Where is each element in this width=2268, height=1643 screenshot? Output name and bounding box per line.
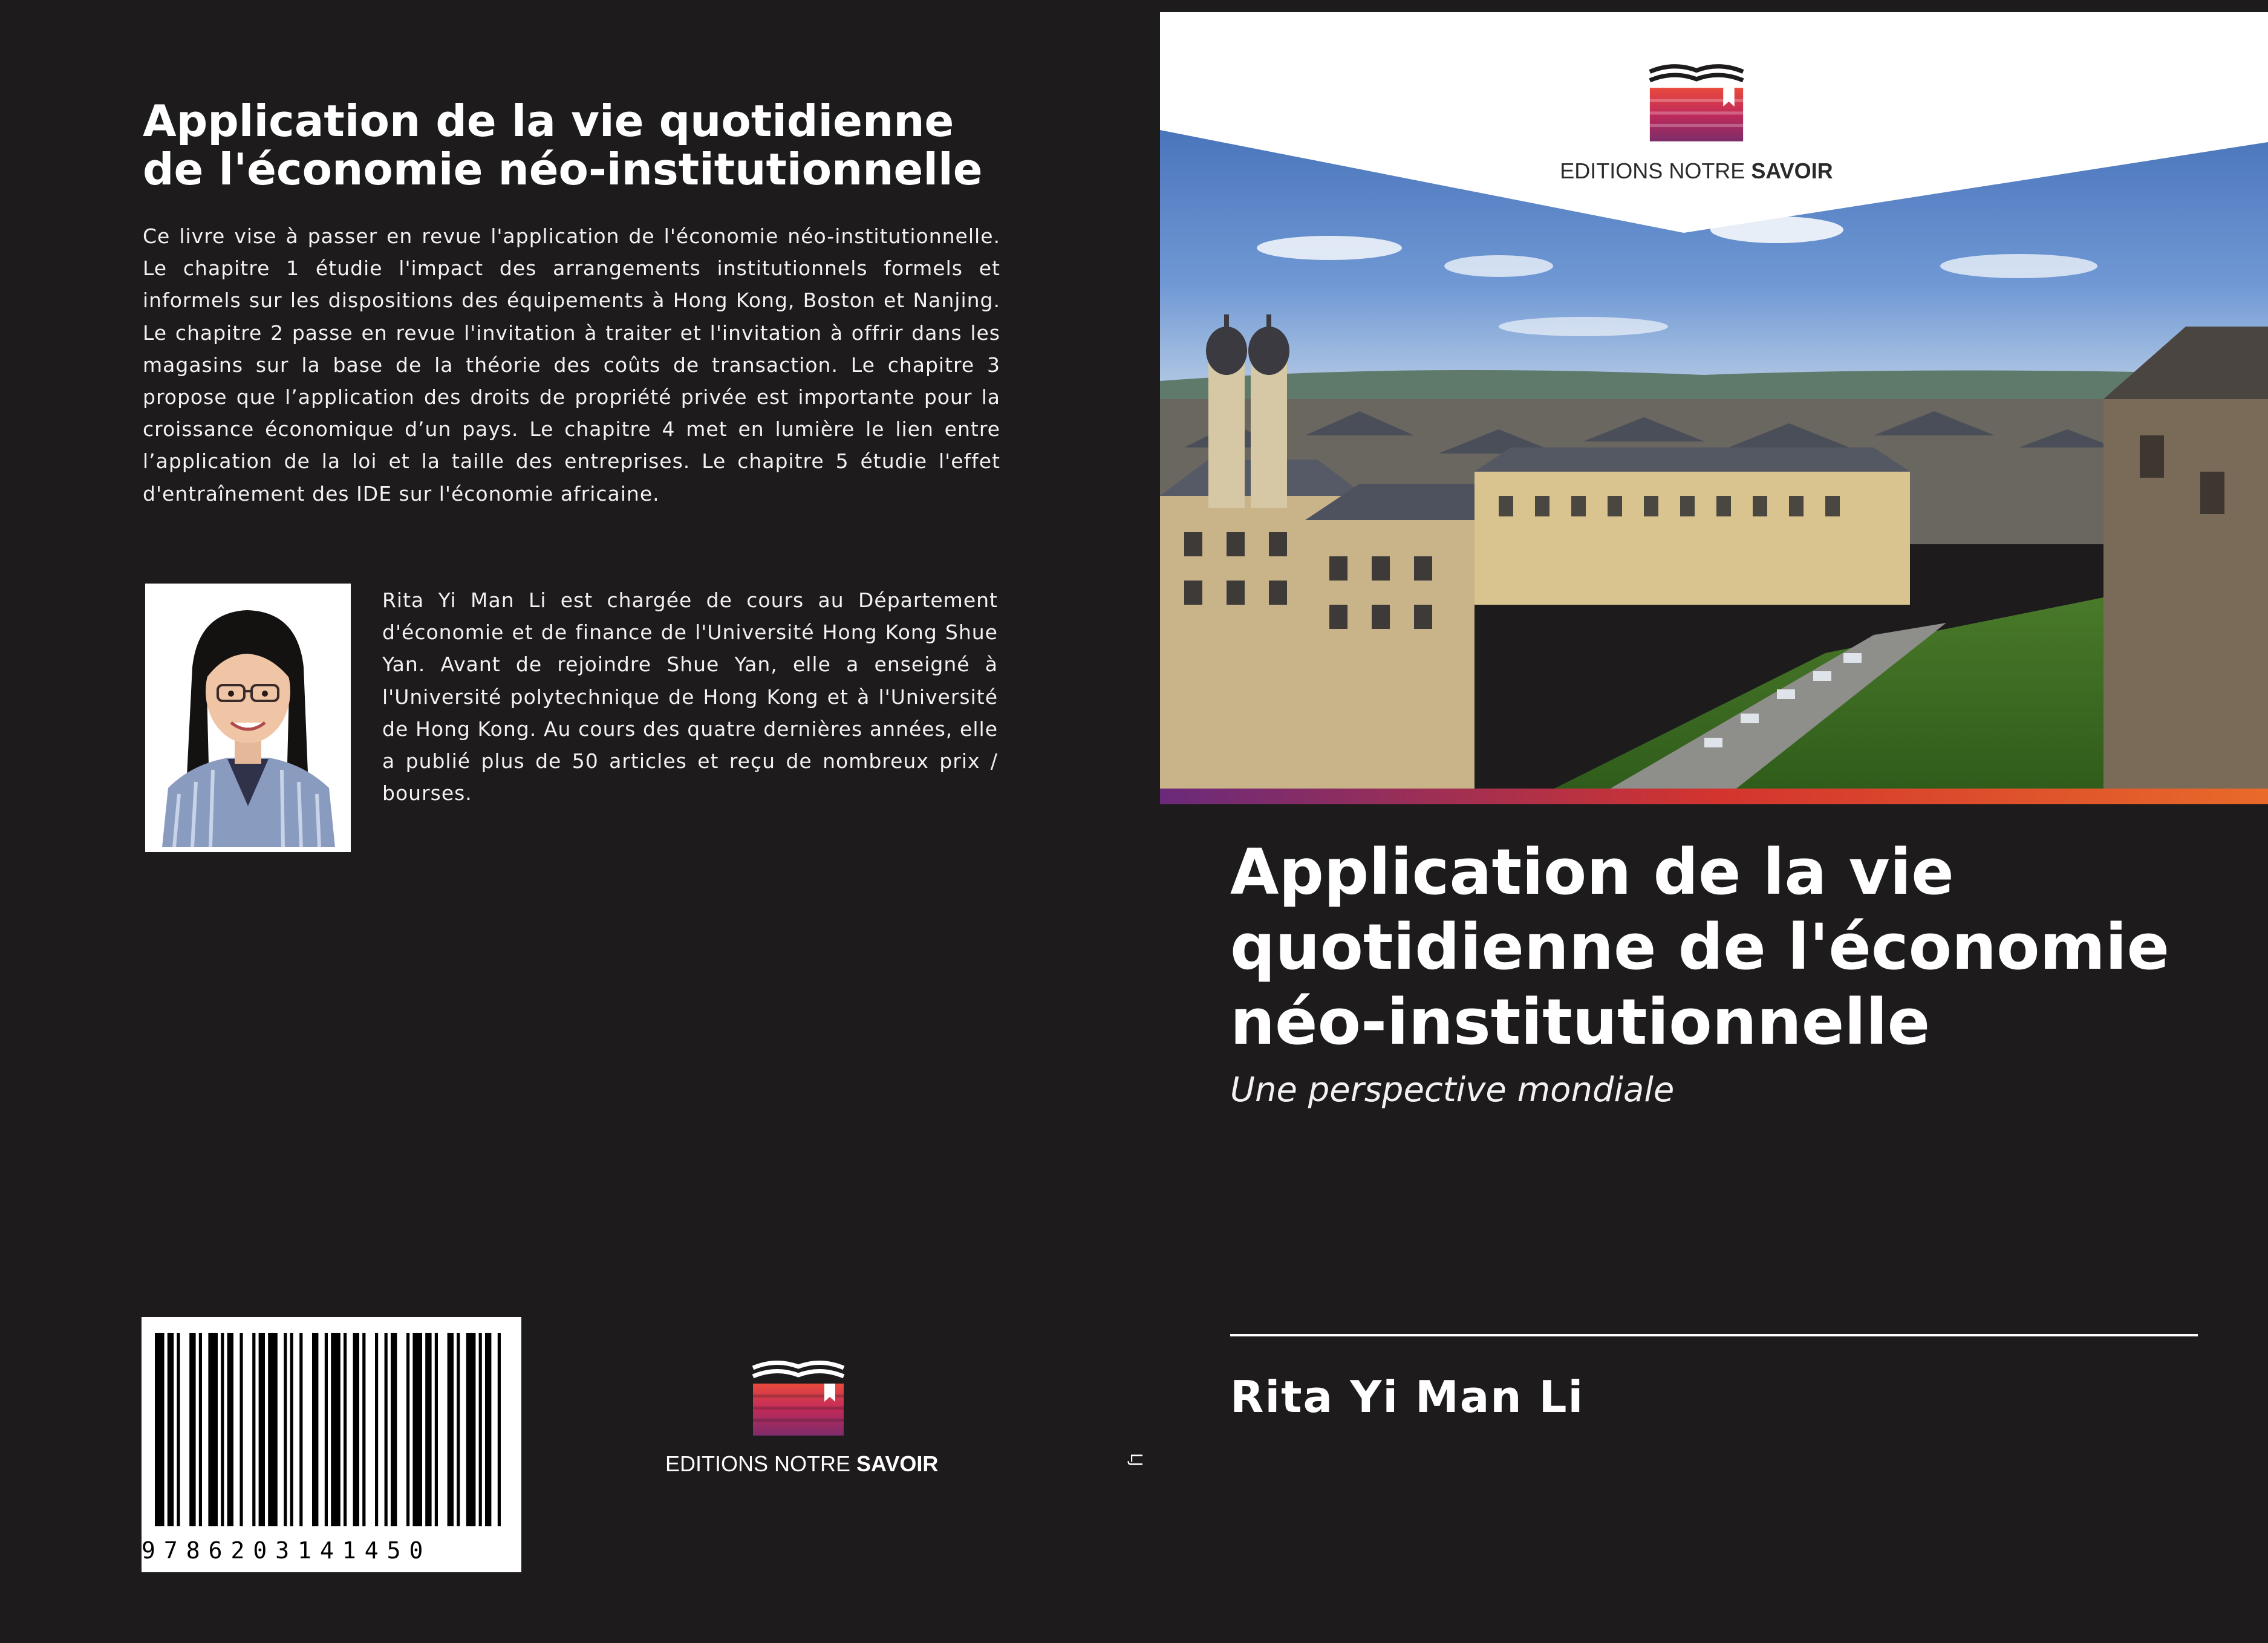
author-name: Rita Yi Man Li: [1230, 1371, 1585, 1422]
author-photo: [145, 584, 351, 852]
back-publisher-logo: [665, 1357, 939, 1477]
open-book-stack-icon: [1642, 60, 1751, 148]
publisher-name-regular: EDITIONS NOTRE: [1560, 158, 1752, 183]
subtitle: Une perspective mondiale: [1230, 1070, 1675, 1110]
front-title-line-3: néo-institutionnelle: [1230, 985, 1931, 1059]
open-book-stack-icon: [747, 1357, 850, 1442]
front-publisher-logo: [1554, 60, 1839, 184]
back-publisher-name: [665, 1451, 939, 1477]
publisher-name-bold: SAVOIR: [1751, 158, 1833, 183]
publisher-name-regular: EDITIONS NOTRE: [665, 1451, 857, 1476]
isbn-barcode: [142, 1317, 521, 1572]
front-cover-title: [1230, 835, 2234, 1059]
front-publisher-name: [1554, 158, 1839, 184]
barcode-digits: 9786203141450: [142, 1537, 432, 1564]
divider: [1230, 1334, 2198, 1336]
author-biography: Rita Yi Man Li est chargée de cours au Département d'économie et de finance de l'Université Hong Kong Shue Yan. Avant de rejoindre Shue Yan, elle a enseigné à l'Université polytechnique de Hong Kong et à l'Université de Hong Kong. Au cours des quatre dernières années, elle a publié plus de 50 articles et reçu de nombreux prix / bourses.: [382, 588, 998, 805]
back-title-line-2: de l'économie néo-institutionnelle: [143, 144, 983, 195]
front-title-line-1: Application de la vie: [1230, 835, 1954, 909]
book-blurb: Ce livre vise à passer en revue l'application de l'économie néo-institutionnelle. Le chapitre 1 étudie l'impact des arrangements institutionnels formels et informels sur les dispositions des équipements à Hong Kong, Boston et Nanjing. Le chapitre 2 passe en revue l'invitation à traiter et l'invitation à offrir dans les magasins sur la base de la théorie des coûts de transaction. Le chapitre 3 propose que l’application des droits de propriété privée est importante pour la croissance économique d’un pays. Le chapitre 4 met en lumière le lien entre l’application de la loi et la taille des entreprises. Le chapitre 5 étudie l'effet d'entraînement des IDE sur l'économie africaine.: [143, 224, 1000, 506]
front-title-line-2: quotidienne de l'économie: [1230, 910, 2170, 984]
publisher-name-bold: SAVOIR: [856, 1451, 939, 1476]
barcode-bars: [142, 1317, 521, 1572]
back-title-line-1: Application de la vie quotidienne: [143, 96, 954, 146]
spine-mark: LJ: [1127, 1453, 1145, 1467]
back-cover-title: [143, 97, 1014, 194]
